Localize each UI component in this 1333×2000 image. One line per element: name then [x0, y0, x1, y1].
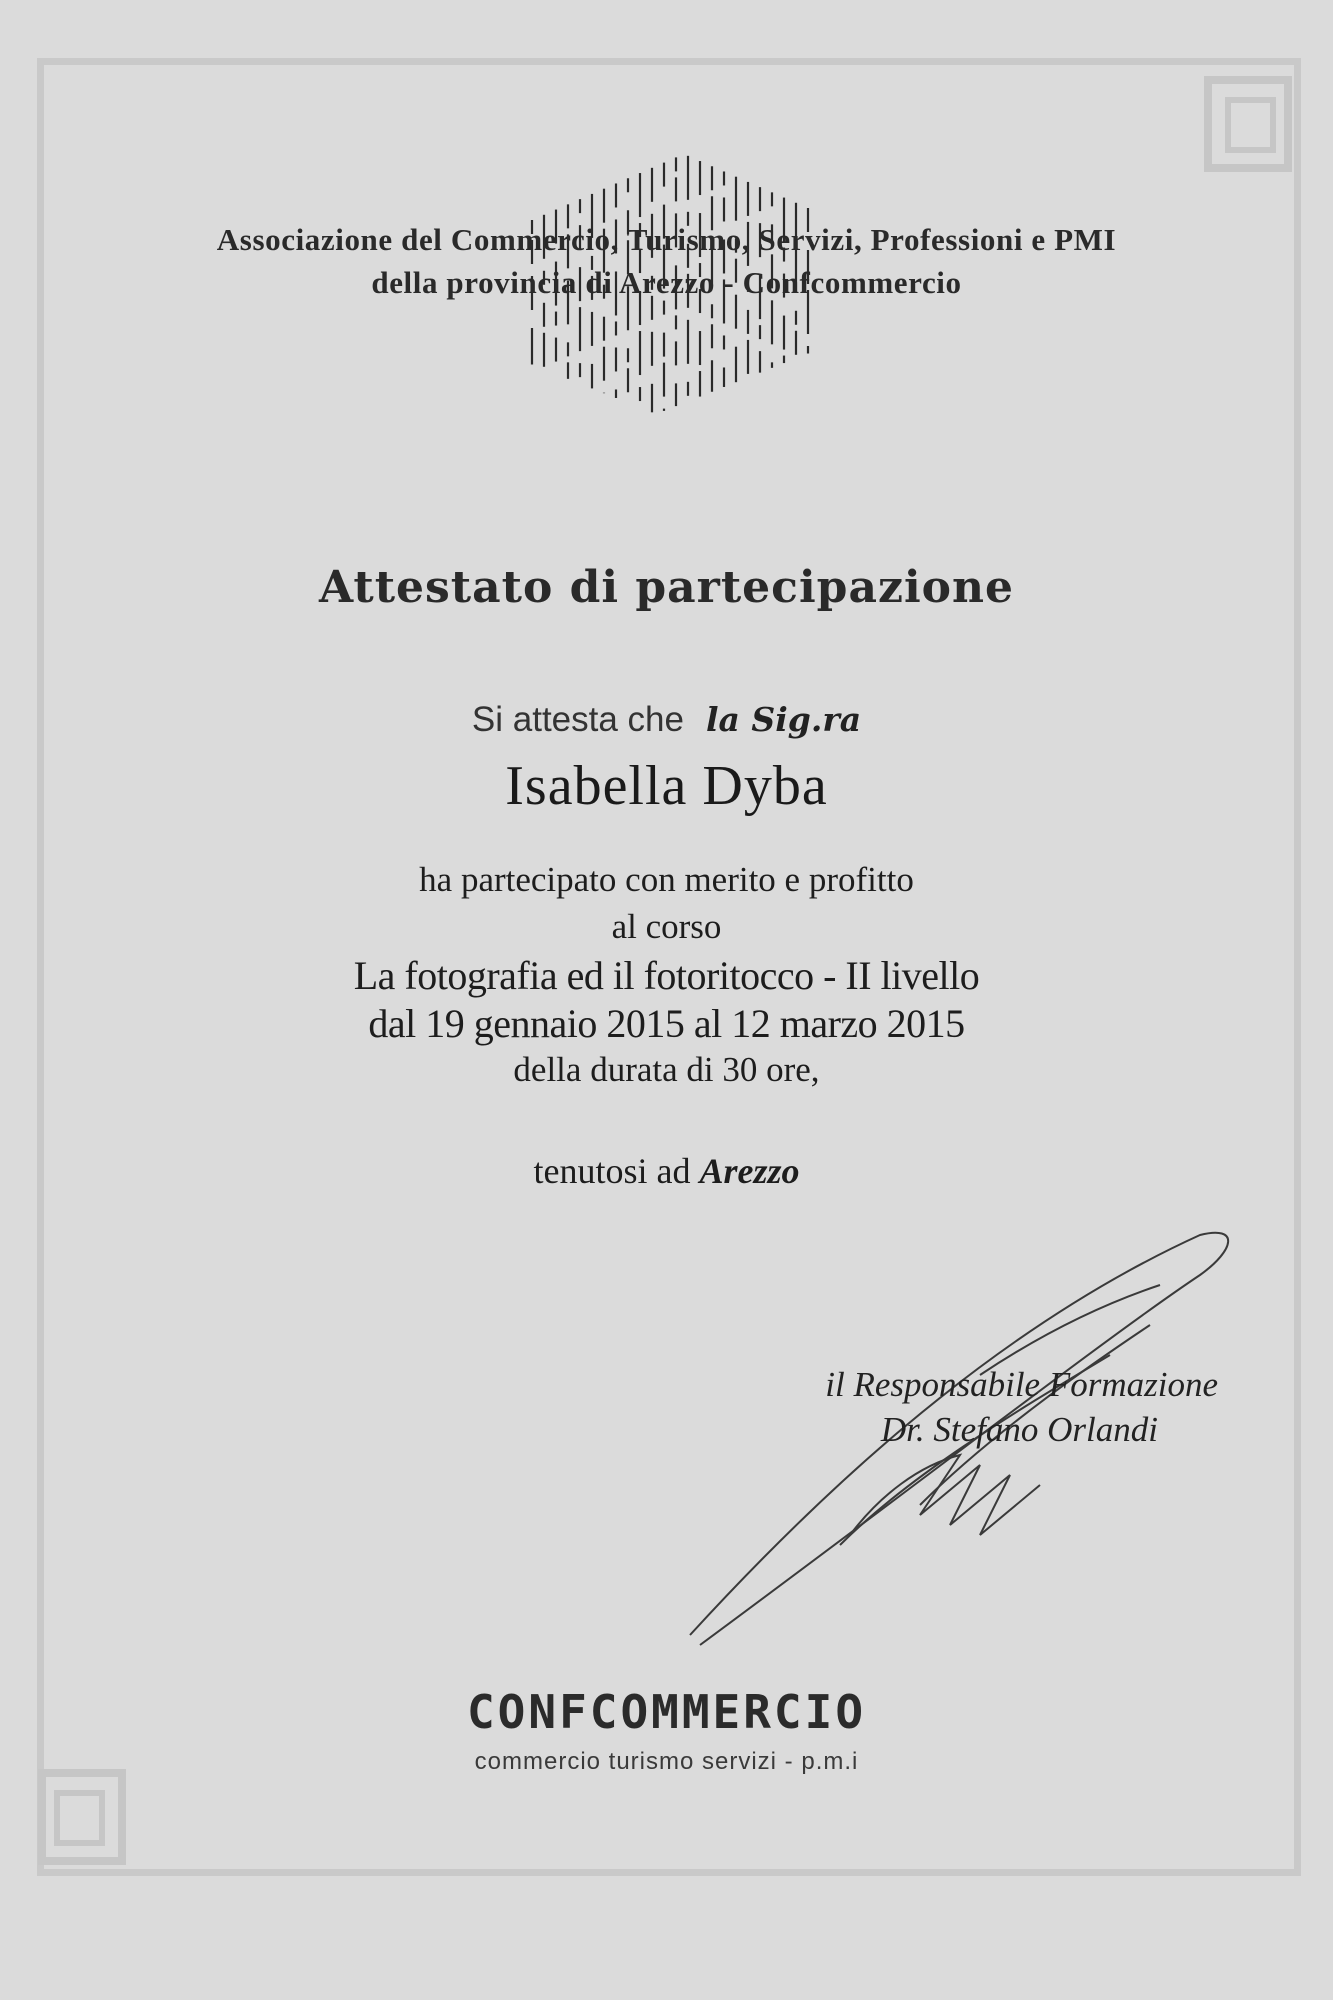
association-name-line2: della provincia di Arezzo - Confcommercio	[371, 265, 962, 300]
certificate-title: Attestato di partecipazione	[319, 562, 1014, 613]
location-prefix: tenutosi ad	[533, 1151, 691, 1191]
course-dates: dal 19 gennaio 2015 al 12 marzo 2015	[368, 1001, 965, 1046]
participation-statement: ha partecipato con merito e profitto	[419, 860, 914, 899]
signatory-role: il Responsabile Formazione	[825, 1365, 1218, 1404]
signatory-name: Dr. Stefano Orlandi	[880, 1410, 1158, 1449]
confcommercio-tagline: commercio turismo servizi - p.m.i	[474, 1748, 859, 1775]
location-name: Arezzo	[699, 1151, 800, 1191]
association-name-line1: Associazione del Commercio, Turismo, Servizi, Professioni e PMI	[216, 222, 1117, 257]
corner-ornament-top-right	[1203, 60, 1293, 175]
intro-prefix: Si attesta che	[471, 700, 684, 739]
attestation-intro	[0, 700, 1333, 740]
course-duration: della durata di 30 ore,	[513, 1050, 820, 1089]
confcommercio-logo: CONFCOMMERCIO	[466, 1685, 867, 1739]
recipient-name: Isabella Dyba	[505, 755, 828, 817]
course-label: al corso	[611, 907, 722, 946]
course-name: La fotografia ed il fotoritocco - II livello	[353, 953, 980, 998]
corner-ornament-bottom-left	[37, 1768, 127, 1883]
course-location	[0, 1150, 1333, 1192]
intro-salutation: la Sig.ra	[705, 700, 862, 739]
